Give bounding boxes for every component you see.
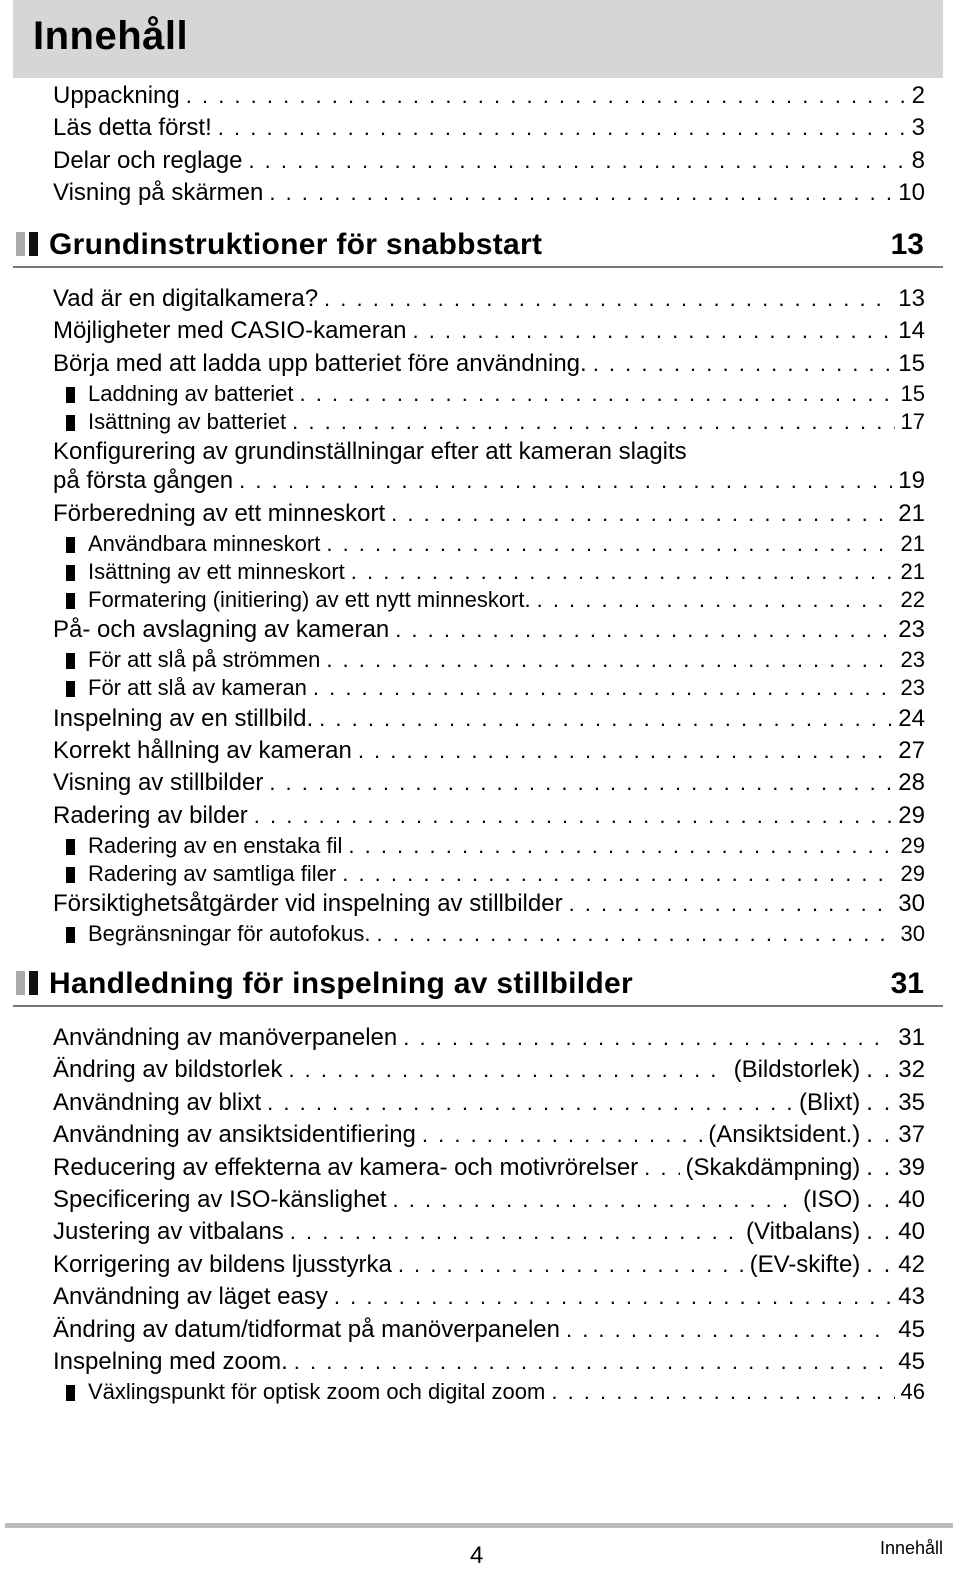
entry-title: Vad är en digitalkamera?: [53, 285, 319, 312]
dot-leader-short: . .: [866, 1089, 893, 1116]
entry-title: Inspelning av en stillbild.: [53, 705, 314, 732]
toc-entry[interactable]: [53, 1282, 925, 1312]
toc-subentry[interactable]: [88, 408, 925, 436]
entry-page: 15: [898, 350, 925, 377]
entry-page: 35: [898, 1089, 925, 1116]
section-marker-icon: [16, 232, 38, 256]
section-page: 13: [890, 228, 924, 261]
dot-leader-short: . .: [866, 1186, 893, 1213]
toc-entry[interactable]: [53, 736, 925, 766]
toc-entry[interactable]: [53, 768, 925, 798]
dot-leader: [377, 920, 895, 948]
toc-entry[interactable]: [53, 316, 925, 346]
dot-leader: [342, 860, 894, 888]
toc-entry[interactable]: [53, 1055, 925, 1085]
entry-title: Användning av blixt: [53, 1089, 262, 1116]
entry-title: Radering av samtliga filer: [88, 861, 337, 886]
entry-page: 42: [898, 1251, 925, 1278]
entry-title: Isättning av ett minneskort: [88, 559, 345, 584]
entry-page: 17: [900, 409, 925, 434]
toc-entry[interactable]: [53, 146, 925, 176]
entry-page: 19: [898, 467, 925, 494]
dot-leader-short: . .: [866, 1121, 893, 1148]
section-marker-icon: [16, 971, 38, 995]
entry-title: Användning av ansiktsidentifiering: [53, 1121, 416, 1148]
entry-title: Användning av manöverpanelen: [53, 1024, 398, 1051]
entry-page: 31: [898, 1024, 925, 1051]
dot-leader: [218, 113, 906, 143]
dot-leader: [290, 1217, 740, 1247]
entry-page: 10: [898, 179, 925, 206]
bullet-icon: [66, 593, 75, 609]
dot-leader: [334, 1282, 892, 1312]
bullet-icon: [66, 1385, 75, 1401]
entry-title: På- och avslagning av kameran: [53, 616, 390, 643]
entry-tag: (Ansiktsident.): [708, 1121, 861, 1148]
dot-leader: [254, 801, 893, 831]
toc-entry[interactable]: [53, 889, 925, 919]
dot-leader: [248, 146, 905, 176]
entry-title-line1[interactable]: Konfigurering av grundinställningar efter att kameran slagits: [53, 438, 687, 465]
entry-title: För att slå av kameran: [88, 675, 307, 700]
title-bar: [13, 0, 943, 78]
bullet-icon: [66, 867, 75, 883]
dot-leader-short: . .: [866, 1154, 893, 1181]
entry-page: 45: [898, 1316, 925, 1343]
dot-leader: [292, 408, 894, 436]
section-title: Handledning för inspelning av stillbilder: [49, 967, 634, 1000]
dot-leader: [398, 1250, 744, 1280]
entry-title: Begränsningar för autofokus.: [88, 921, 371, 946]
entry-tag: (Skakdämpning): [685, 1154, 861, 1181]
toc-subentry[interactable]: [88, 832, 925, 860]
dot-leader: [300, 380, 895, 408]
toc-entry[interactable]: [53, 1185, 925, 1215]
entry-page: 13: [898, 285, 925, 312]
toc-entry[interactable]: [53, 1120, 925, 1150]
toc-entry[interactable]: [53, 499, 925, 529]
entry-page: 14: [898, 317, 925, 344]
entry-title: Formatering (initiering) av ett nytt minneskort.: [88, 587, 531, 612]
toc-subentry[interactable]: [88, 860, 925, 888]
dot-leader: [403, 1023, 892, 1053]
entry-tag: (Vitbalans): [746, 1218, 861, 1245]
dot-leader: [569, 889, 893, 919]
bullet-icon: [66, 839, 75, 855]
entry-page: 40: [898, 1186, 925, 1213]
entry-title: Ändring av datum/tidformat på manöverpanelen: [53, 1316, 560, 1343]
toc-entry[interactable]: [53, 1088, 925, 1118]
toc-entry[interactable]: [53, 1347, 925, 1377]
entry-page: 24: [898, 705, 925, 732]
entry-page: 27: [898, 737, 925, 764]
toc-entry[interactable]: [53, 1250, 925, 1280]
toc-subentry[interactable]: [88, 920, 925, 948]
entry-page: 32: [898, 1056, 925, 1083]
bullet-icon: [66, 681, 75, 697]
toc-entry[interactable]: [53, 1315, 925, 1345]
entry-title: Delar och reglage: [53, 147, 243, 174]
entry-title: Korrekt hållning av kameran: [53, 737, 352, 764]
entry-tag: (Blixt): [798, 1089, 861, 1116]
toc-subentry[interactable]: [88, 674, 925, 702]
entry-page: 43: [898, 1283, 925, 1310]
entry-title: Justering av vitbalans: [53, 1218, 284, 1245]
entry-title: Radering av en enstaka fil: [88, 833, 343, 858]
dot-leader: [288, 1055, 727, 1085]
dot-leader: [269, 768, 892, 798]
toc-subentry[interactable]: [88, 1378, 925, 1406]
toc-entry[interactable]: [53, 1023, 925, 1053]
entry-page: 22: [900, 587, 925, 612]
entry-page: 29: [898, 802, 925, 829]
dot-leader: [326, 646, 894, 674]
dot-leader: [644, 1153, 679, 1183]
entry-title: Inspelning med zoom.: [53, 1348, 288, 1375]
entry-page: 21: [900, 559, 925, 584]
entry-page: 8: [911, 147, 925, 174]
entry-page: 23: [900, 647, 925, 672]
toc-entry[interactable]: [53, 349, 925, 379]
dot-leader: [186, 81, 906, 111]
entry-page: 21: [898, 500, 925, 527]
dot-leader-short: . .: [866, 1218, 893, 1245]
entry-page: 15: [900, 381, 925, 406]
entry-title: Reducering av effekterna av kamera- och motivrörelser: [53, 1154, 639, 1181]
dot-leader-short: . .: [866, 1251, 893, 1278]
toc-subentry[interactable]: [88, 530, 925, 558]
footer-label: Innehåll: [879, 1538, 943, 1558]
entry-page: 45: [898, 1348, 925, 1375]
toc-entry[interactable]: [53, 178, 925, 208]
dot-leader: [393, 1185, 797, 1215]
toc-entry[interactable]: [53, 615, 925, 645]
entry-page: 29: [900, 833, 925, 858]
entry-page: 30: [900, 921, 925, 946]
toc-subentry[interactable]: [88, 646, 925, 674]
toc-entry[interactable]: [53, 1217, 925, 1247]
toc-entry[interactable]: [53, 284, 925, 314]
entry-title: Förberedning av ett minneskort: [53, 500, 386, 527]
entry-title: Börja med att ladda upp batteriet före användning.: [53, 350, 587, 377]
entry-title: Användning av läget easy: [53, 1283, 328, 1310]
toc-entry[interactable]: [53, 704, 925, 734]
entry-title: Försiktighetsåtgärder vid inspelning av stillbilder: [53, 890, 563, 917]
entry-title: Radering av bilder: [53, 802, 248, 829]
entry-title: Specificering av ISO-känslighet: [53, 1186, 387, 1213]
bullet-icon: [66, 387, 75, 403]
dot-leader: [348, 832, 894, 860]
entry-title: Visning av stillbilder: [53, 769, 264, 796]
entry-page: 37: [898, 1121, 925, 1148]
entry-title-line2: på första gången: [53, 467, 234, 494]
entry-title: Visning på skärmen: [53, 179, 264, 206]
entry-title: Isättning av batteriet: [88, 409, 287, 434]
toc-entry[interactable]: [53, 113, 925, 143]
dot-leader: [326, 530, 894, 558]
dot-leader: [324, 284, 892, 314]
dot-leader: [422, 1120, 702, 1150]
dot-leader: [239, 466, 892, 496]
dot-leader: [294, 1347, 893, 1377]
toc-entry[interactable]: [53, 1153, 925, 1183]
bullet-icon: [66, 415, 75, 431]
toc-subentry[interactable]: [88, 586, 925, 614]
entry-page: 28: [898, 769, 925, 796]
dot-leader: [593, 349, 893, 379]
section-page: 31: [890, 967, 924, 1000]
entry-page: 39: [898, 1154, 925, 1181]
entry-title: För att slå på strömmen: [88, 647, 321, 672]
entry-page: 21: [900, 531, 925, 556]
entry-page: 46: [900, 1379, 925, 1404]
dot-leader: [566, 1315, 892, 1345]
entry-page: 2: [911, 82, 925, 109]
entry-tag: (ISO): [802, 1186, 861, 1213]
entry-tag: (EV-skifte): [749, 1251, 861, 1278]
entry-page: 23: [900, 675, 925, 700]
toc-entry[interactable]: [53, 466, 925, 496]
toc-subentry[interactable]: [88, 558, 925, 586]
dot-leader: [412, 316, 892, 346]
toc-entry[interactable]: [53, 81, 925, 111]
entry-title: Läs detta först!: [53, 114, 212, 141]
dot-leader: [395, 615, 892, 645]
toc-entry[interactable]: [53, 801, 925, 831]
entry-title: Uppackning: [53, 82, 180, 109]
dot-leader: [551, 1378, 894, 1406]
entry-page: 23: [898, 616, 925, 643]
dot-leader: [351, 558, 895, 586]
page-number: 4: [470, 1542, 484, 1569]
section-title: Grundinstruktioner för snabbstart: [49, 228, 543, 261]
section-heading[interactable]: [13, 965, 943, 1007]
toc-subentry[interactable]: [88, 380, 925, 408]
bullet-icon: [66, 927, 75, 943]
bullet-icon: [66, 565, 75, 581]
entry-title: Möjligheter med CASIO-kameran: [53, 317, 407, 344]
dot-leader: [269, 178, 892, 208]
dot-leader: [313, 674, 895, 702]
entry-page: 30: [898, 890, 925, 917]
section-heading[interactable]: [13, 226, 943, 268]
entry-page: 29: [900, 861, 925, 886]
dot-leader: [391, 499, 892, 529]
dot-leader: [537, 586, 895, 614]
entry-title: Användbara minneskort: [88, 531, 321, 556]
dot-leader: [319, 704, 892, 734]
dot-leader-short: . .: [866, 1056, 893, 1083]
entry-title: Ändring av bildstorlek: [53, 1056, 283, 1083]
entry-tag: (Bildstorlek): [733, 1056, 861, 1083]
dot-leader: [358, 736, 892, 766]
entry-page: 40: [898, 1218, 925, 1245]
page-title: Innehåll: [33, 14, 189, 58]
entry-page: 3: [911, 114, 925, 141]
bullet-icon: [66, 537, 75, 553]
dot-leader: [267, 1088, 793, 1118]
entry-title: Korrigering av bildens ljusstyrka: [53, 1251, 392, 1278]
entry-title: Växlingspunkt för optisk zoom och digital zoom: [88, 1379, 546, 1404]
entry-title: Laddning av batteriet: [88, 381, 294, 406]
footer-divider: [5, 1523, 953, 1528]
bullet-icon: [66, 653, 75, 669]
